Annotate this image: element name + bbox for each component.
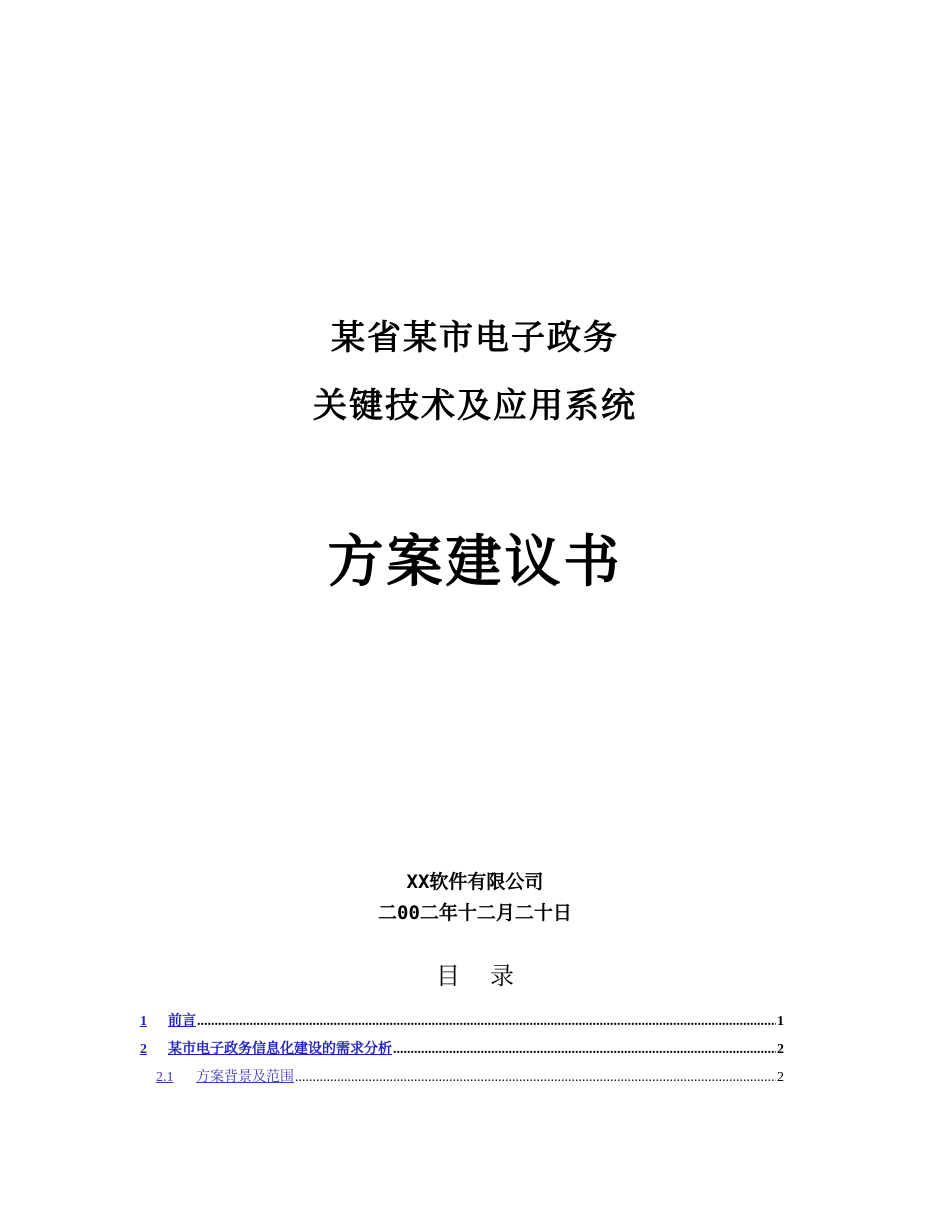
toc-page-number: 1 bbox=[777, 1014, 784, 1029]
company-name: XX软件有限公司 bbox=[406, 871, 544, 893]
toc-entry-2[interactable] bbox=[140, 1038, 784, 1066]
toc-entry-number[interactable]: 1 bbox=[140, 1014, 147, 1029]
toc-entry-number[interactable]: 2 bbox=[140, 1042, 147, 1057]
toc-entry-number[interactable]: 2.1 bbox=[156, 1070, 174, 1085]
table-of-contents bbox=[140, 1010, 784, 1094]
title-line-1: 某省某市电子政务 bbox=[331, 318, 619, 358]
toc-entry-link[interactable]: 方案背景及范围 bbox=[196, 1070, 294, 1085]
document-date: 二00二年十二月二十日 bbox=[378, 902, 572, 924]
toc-entry-link[interactable]: 前言 bbox=[168, 1014, 196, 1029]
toc-entry-link[interactable]: 某市电子政务信息化建设的需求分析 bbox=[168, 1042, 392, 1057]
toc-page-number: 2 bbox=[777, 1070, 784, 1085]
document-type-title: 方案建议书 bbox=[327, 530, 623, 595]
toc-entry-2-1[interactable] bbox=[140, 1066, 784, 1094]
toc-leader-dots bbox=[393, 1042, 776, 1058]
toc-page-number: 2 bbox=[777, 1042, 784, 1057]
title-line-2: 关键技术及应用系统 bbox=[313, 386, 637, 426]
toc-heading: 目录 bbox=[436, 962, 544, 990]
toc-entry-1[interactable] bbox=[140, 1010, 784, 1038]
toc-leader-dots bbox=[295, 1070, 776, 1086]
toc-leader-dots bbox=[197, 1014, 776, 1030]
